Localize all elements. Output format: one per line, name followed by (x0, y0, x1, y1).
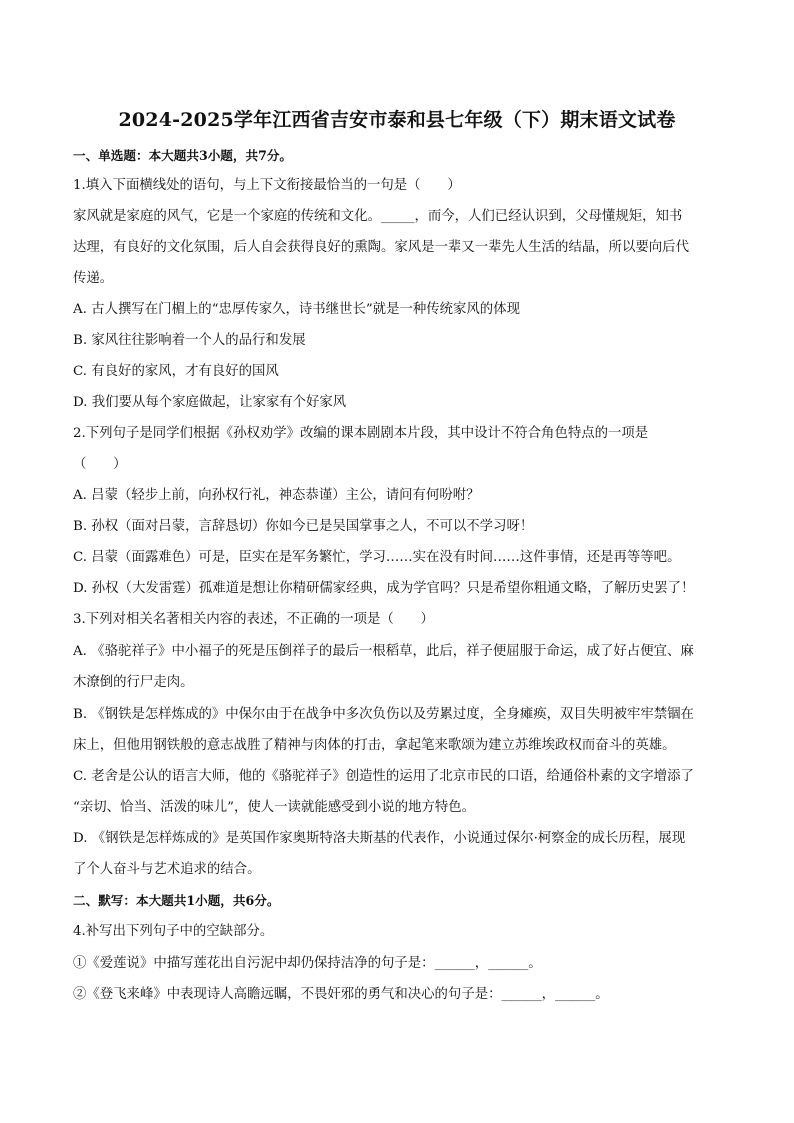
q3-option-a-cont: 木潦倒的行尸走肉。 (73, 675, 194, 690)
q2-stem-blank: （ ） (73, 457, 127, 472)
q3-option-b: B. 《钢铁是怎样炼成的》中保尔由于在战争中多次负伤以及劳累过度，全身瘫痪，双目失明被牢牢禁锢在 (73, 707, 694, 722)
q1-option-a: A. 古人撰写在门楣上的“忠厚传家久，诗书继世长”就是一种传统家风的体现 (73, 302, 520, 317)
q3-option-c-cont: “亲切、恰当、活泼的味儿”，使人一读就能感受到小说的地方特色。 (73, 800, 476, 815)
q3-option-d: D. 《钢铁是怎样炼成的》是英国作家奥斯特洛夫斯基的代表作，小说通过保尔·柯察金的成长历程，展现 (73, 831, 686, 846)
q4-item-2: ②《登飞来峰》中表现诗人高瞻远瞩，不畏奸邪的勇气和决心的句子是：______，______。 (73, 987, 609, 1002)
q2-option-c: C. 吕蒙（面露难色）可是，臣实在是军务繁忙，学习……实在没有时间……这件事情，还是再等等吧。 (73, 550, 681, 565)
q2-option-a: A. 吕蒙（轻步上前，向孙权行礼，神态恭谨）主公，请问有何吩咐？ (73, 488, 480, 503)
q3-option-b-cont: 床上，但他用钢铁般的意志战胜了精神与肉体的打击，拿起笔来歌颂为建立苏维埃政权而奋斗的英雄。 (73, 738, 676, 753)
q4-item-1: ①《爱莲说》中描写莲花出自污泥中却仍保持洁净的句子是：______，______。 (73, 956, 542, 971)
q1-option-d: D. 我们要从每个家庭做起，让家家有个好家风 (73, 395, 347, 410)
q1-passage-line: 传递。 (73, 271, 114, 286)
q1-passage-line: 家风就是家庭的风气，它是一个家庭的传统和文化。_____，而今，人们已经认识到，父母懂规矩，知书 (73, 209, 683, 224)
q3-stem: 3.下列对相关名著相关内容的表述，不正确的一项是（ ） (73, 612, 434, 627)
q2-option-b: B. 孙权（面对吕蒙，言辞恳切）你如今已是吴国掌事之人，不可以不学习呀！ (73, 519, 534, 534)
q1-stem: 1.填入下面横线处的语句，与上下文衔接最恰当的一句是（ ） (73, 178, 461, 193)
q4-stem: 4.补写出下列句子中的空缺部分。 (73, 924, 274, 939)
q2-stem: 2.下列句子是同学们根据《孙权劝学》改编的课本剧剧本片段，其中设计不符合角色特点的一项是 (73, 426, 649, 441)
q1-passage-line: 达理，有良好的文化氛围，后人自会获得良好的熏陶。家风是一辈又一辈先人生活的结晶，所以要向后代 (73, 240, 689, 255)
q2-option-d: D. 孙权（大发雷霆）孤难道是想让你精研儒家经典，成为学官吗？只是希望你粗通文略，了解历史罢了！ (73, 581, 695, 596)
q1-option-b: B. 家风往往影响着一个人的品行和发展 (73, 333, 306, 348)
q3-option-a: A. 《骆驼祥子》中小福子的死是压倒祥子的最后一根稻草，此后，祥子便屈服于命运，成了好占便宜、麻 (73, 644, 694, 659)
q1-option-c: C. 有良好的家风，才有良好的国风 (73, 364, 279, 379)
section-2-heading: 二、默写：本大题共1小题，共6分。 (73, 893, 280, 908)
q3-option-d-cont: 了个人奋斗与艺术追求的结合。 (73, 862, 261, 877)
exam-title: 2024-2025学年江西省吉安市泰和县七年级（下）期末语文试卷 (118, 109, 676, 131)
section-1-heading: 一、单选题：本大题共3小题，共7分。 (73, 148, 293, 163)
q3-option-c: C. 老舍是公认的语言大师，他的《骆驼祥子》创造性的运用了北京市民的口语，给通俗朴素的文字增添了 (73, 769, 694, 784)
